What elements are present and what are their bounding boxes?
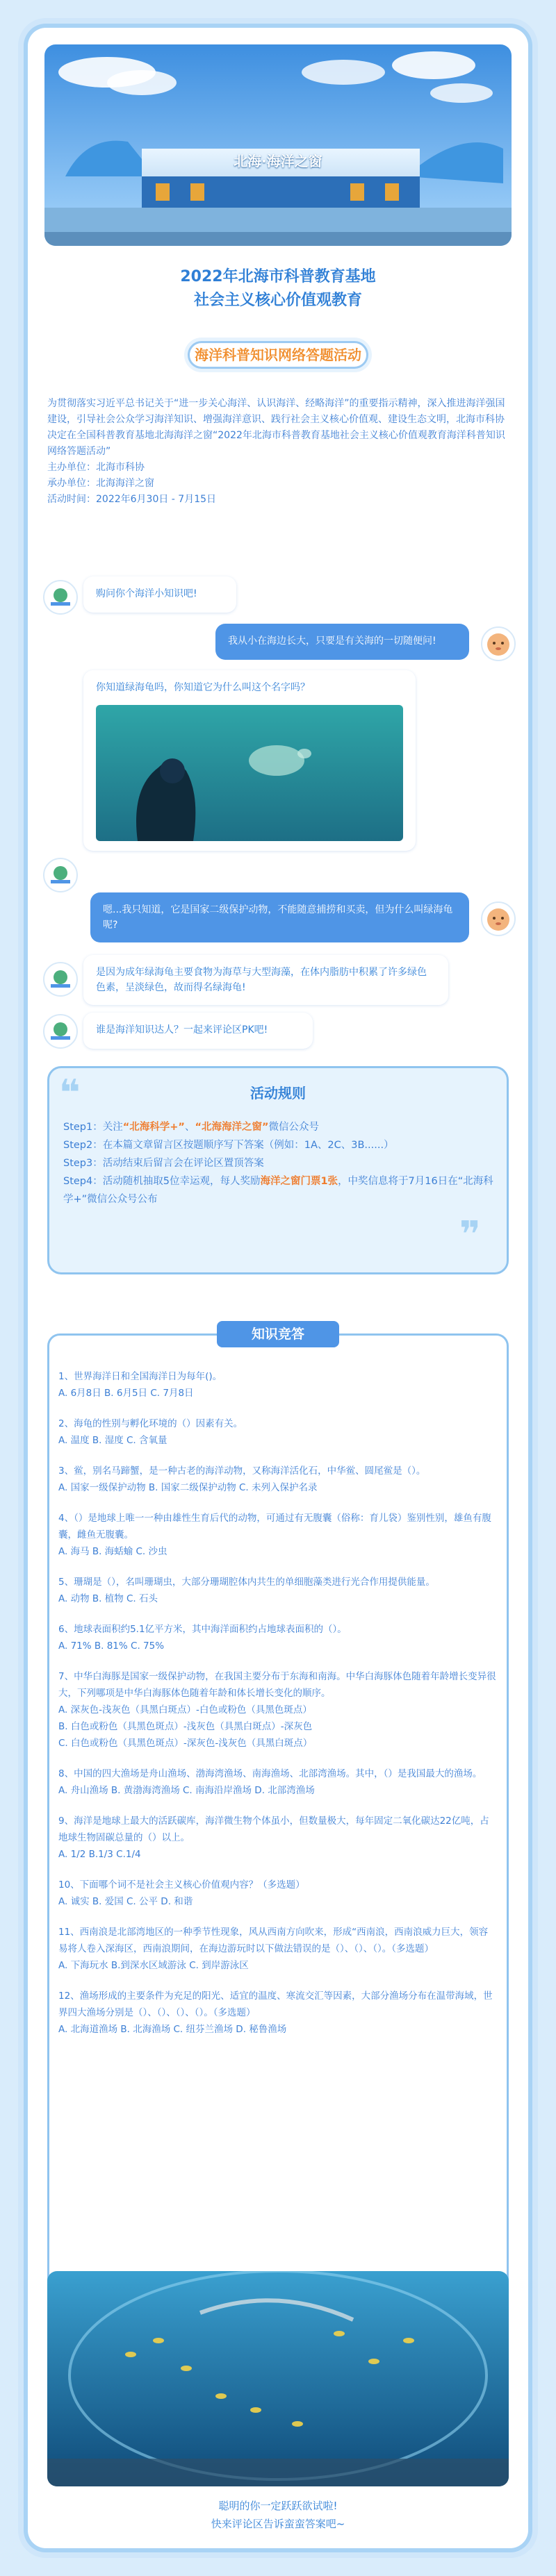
quiz-question-text: 10、下面哪个词不是社会主义核心价值观内容？（多选题） — [58, 1879, 305, 1891]
quiz-question — [58, 1463, 496, 1496]
avatar-museum — [43, 858, 78, 892]
quiz-options: A. 温度 B. 湿度 C. 含氧量 — [58, 1435, 167, 1446]
quiz-tab: 知识竞答 — [217, 1321, 339, 1347]
footer-line-1: 聪明的你一定跃跃欲试啦! — [218, 2500, 338, 2512]
rules-panel — [47, 1066, 509, 1274]
avatar-museum — [43, 1014, 78, 1049]
quiz-options: A. 71% B. 81% C. 75% — [58, 1640, 165, 1652]
quiz-list — [58, 1368, 496, 2052]
quiz-options: A. 国家一级保护动物 B. 国家二级保护动物 C. 未列入保护名录 — [58, 1482, 318, 1493]
title-line-2: 社会主义核心价值观教育 — [193, 292, 362, 309]
header-image — [44, 44, 512, 246]
quiz-options: A. 舟山渔场 B. 黄渤海湾渔场 C. 南海沿岸渔场 D. 北部湾渔场 — [58, 1785, 315, 1796]
chat-message-2: 我从小在海边长大，只要是有关海的一切随便问! — [215, 624, 469, 660]
building-sign: 北海·海洋之窗 — [234, 153, 322, 169]
intro-text: 为贯彻落实习近平总书记关于“进一步关心海洋、认识海洋、经略海洋”的重要指示精神，深入推进海洋强国建设，引导社会公众学习海洋知识、增强海洋意识、践行社会主义核心价值观、建设生态文明，北海市科协决定在全国科普教育基地北海海洋之窗“2022年北海市科普教育基地社会主义核心价值观教育海洋科普知识网络答题活动” — [47, 398, 505, 457]
rule-step-4: Step4：活动随机抽取5位幸运观，每人奖励海洋之窗门票1张，中奖信息将于7月16日在“北海科学+”微信公众号公布 — [63, 1176, 493, 1205]
quiz-question — [58, 1813, 496, 1863]
quiz-question-text: 11、西南浪是北部湾地区的一种季节性现象，风从西南方向吹来，形成“西南浪，西南浪威力巨大，领容易将人卷入深海区，西南浪期间，在海边游玩时以下做法错误的是（）、（）、（）。（多选题） — [58, 1927, 489, 1954]
quiz-question — [58, 1765, 496, 1799]
quiz-question-text: 4、（）是地球上唯一一种由雄性生育后代的动物，可通过有无腹囊（俗称：育儿袋）鉴别性别，雄鱼有腹囊，雌鱼无腹囊。 — [58, 1513, 491, 1540]
quiz-question — [58, 1510, 496, 1560]
avatar-museum — [43, 580, 78, 615]
aquarium-photo — [47, 2271, 509, 2486]
chat-message-3-text: 你知道绿海龟吗，你知道它为什么叫这个名字吗？ — [96, 682, 310, 693]
quiz-question-text: 2、海龟的性别与孵化环境的（）因素有关。 — [58, 1418, 243, 1429]
title-block — [28, 265, 528, 313]
quiz-options: A. 海马 B. 海蛞蝓 C. 沙虫 — [58, 1546, 167, 1557]
quote-open-icon: ❝ — [59, 1072, 81, 1114]
avatar-user — [481, 626, 516, 661]
activity-pill-label: 海洋科普知识网络答题活动 — [195, 347, 361, 363]
intro-organizer: 承办单位：北海海洋之窗 — [47, 478, 154, 489]
quiz-question — [58, 1368, 496, 1402]
chat-message-1: 购问你个海洋小知识吧! — [83, 576, 236, 613]
quote-close-icon: ❞ — [459, 1214, 481, 1256]
quiz-question-text: 9、海洋是地球上最大的活跃碳库，海洋微生物个体虽小，但数量极大，每年固定二氧化碳达22亿吨，占地球生物固碳总量的（）以上。 — [58, 1815, 489, 1843]
quiz-question — [58, 1924, 496, 1974]
quiz-question-text: 12、渔场形成的主要条件为充足的阳光、适宜的温度、寒流交汇等因素，大部分渔场分布在温带海域，世界四大渔场分别是（）、（）、（）、（）。（多选题） — [58, 1991, 493, 2018]
quiz-question — [58, 1415, 496, 1449]
rules-title: 活动规则 — [250, 1085, 306, 1102]
activity-pill — [181, 337, 375, 373]
quiz-question — [58, 1621, 496, 1654]
quiz-options: A. 动物 B. 植物 C. 石头 — [58, 1593, 158, 1604]
avatar-user — [481, 901, 516, 936]
chat-message-5: 是因为成年绿海龟主要食物为海草与大型海藻，在体内脂肪中积累了许多绿色色素，呈淡绿色，故而得名绿海龟! — [83, 955, 448, 1005]
quiz-question-text: 1、世界海洋日和全国海洋日为每年()。 — [58, 1371, 222, 1382]
title-line-1: 2022年北海市科普教育基地 — [180, 268, 376, 285]
intro-section — [47, 396, 509, 508]
chat-message-4: 嗯...我只知道，它是国家二级保护动物，不能随意捕捞和买卖，但为什么叫绿海龟呢? — [90, 892, 469, 942]
quiz-options: A. 1/2 B.1/3 C.1/4 — [58, 1849, 141, 1860]
intro-host: 主办单位：北海市科协 — [47, 462, 145, 473]
avatar-museum — [43, 962, 78, 997]
quiz-options: A. 6月8日 B. 6月5日 C. 7月8日 — [58, 1388, 194, 1399]
chat-message-6: 谁是海洋知识达人？一起来评论区PK吧! — [83, 1013, 313, 1049]
quiz-question-text: 8、中国的四大渔场是舟山渔场、渤海湾渔场、南海渔场、北部湾渔场。其中，（）是我国最大的渔场。 — [58, 1768, 482, 1779]
quiz-question — [58, 1574, 496, 1607]
quiz-options: A. 深灰色-浅灰色（具黑白斑点）-白色或粉色（具黑色斑点） B. 白色或粉色（具黑色斑点）-浅灰色（具黑白斑点）-深灰色 C. 白色或粉色（具黑色斑点）-深灰色-浅灰色（具黑白斑点） — [58, 1704, 313, 1749]
quiz-question-text: 7、中华白海豚是国家一级保护动物，在我国主要分布于东海和南海。中华白海豚体色随着年龄增长变异很大，下列哪项是中华白海豚体色随着年龄和体长增长变化的顺序。 — [58, 1671, 496, 1699]
rule-step-3: Step3：活动结束后留言会在评论区置顶答案 — [63, 1158, 264, 1169]
intro-time: 活动时间：2022年6月30日 - 7月15日 — [47, 494, 217, 505]
article-frame — [28, 28, 528, 2548]
rules-list — [63, 1118, 494, 1208]
quiz-question-text: 3、鲎，别名马蹄蟹，是一种古老的海洋动物，又称海洋活化石，中华鲎、圆尾鲎是（）。 — [58, 1465, 426, 1477]
quiz-options: A. 诚实 B. 爱国 C. 公平 D. 和谐 — [58, 1896, 193, 1907]
quiz-question — [58, 1877, 496, 1910]
rule-step-2: Step2：在本篇文章留言区按题顺序写下答案（例如：1A、2C、3B......） — [63, 1140, 394, 1151]
quiz-options: A. 下海玩水 B.到深水区域游泳 C. 到岸游泳区 — [58, 1960, 249, 1971]
footer — [28, 2497, 528, 2533]
quiz-question-text: 6、地球表面积约5.1亿平方米，其中海洋面积约占地球表面积的（）。 — [58, 1624, 347, 1635]
rule-step-1: Step1：关注“北海科学+”、“北海海洋之窗”微信公众号 — [63, 1122, 320, 1133]
footer-line-2: 快来评论区告诉蛮蛮答案吧~ — [211, 2518, 345, 2530]
quiz-options: A. 北海道渔场 B. 北海渔场 C. 纽芬兰渔场 D. 秘鲁渔场 — [58, 2024, 287, 2035]
quiz-question-text: 5、珊瑚是（），名叫珊瑚虫，大部分珊瑚腔体内共生的单细胞藻类进行光合作用提供能量。 — [58, 1577, 435, 1588]
chat-message-3 — [83, 670, 416, 851]
sea-turtle-photo — [96, 705, 403, 841]
quiz-question — [58, 1668, 496, 1752]
quiz-question — [58, 1988, 496, 2038]
